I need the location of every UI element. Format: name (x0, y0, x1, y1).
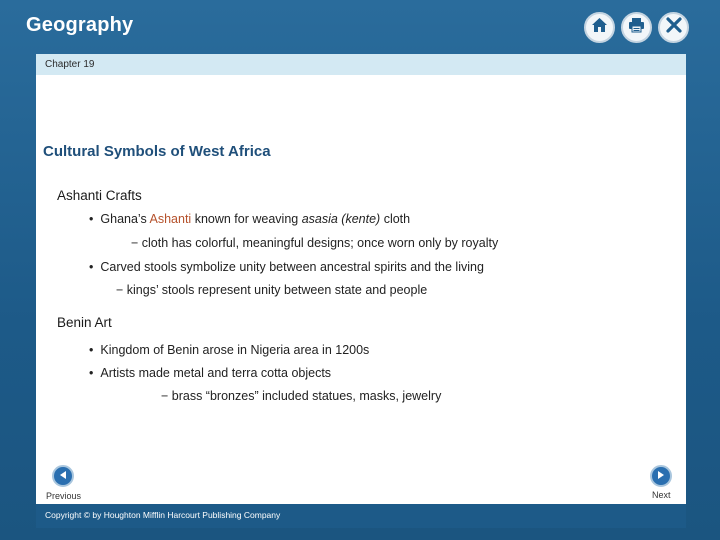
sub-bullet-cloth: − cloth has colorful, meaningful designs; once worn only by royalty (131, 236, 499, 250)
next-button[interactable] (650, 465, 672, 487)
app-title: Geography (26, 14, 134, 36)
previous-button[interactable] (52, 465, 74, 487)
section-heading-benin: Benin Art (57, 315, 112, 330)
bullet-dot: • (89, 260, 94, 274)
home-icon (591, 17, 608, 38)
bullet-text-post: cloth (380, 212, 411, 226)
print-icon (628, 17, 645, 38)
print-button[interactable] (621, 12, 652, 43)
bullet-kingdom-benin (89, 343, 369, 357)
section-heading-ashanti: Ashanti Crafts (57, 188, 142, 203)
close-icon (666, 17, 682, 38)
sub-bullet-kings-stools: − kings’ stools represent unity between state and people (116, 283, 428, 297)
arrow-right-icon (656, 467, 666, 485)
bullet-ashanti-weaving (89, 212, 410, 226)
bullet-carved-stools (89, 260, 484, 274)
slide-title: Cultural Symbols of West Africa (43, 143, 271, 160)
bullet-dot: • (89, 212, 94, 226)
bullet-text-pre: Ghana’s (100, 212, 150, 226)
sub-bullet-bronzes: − brass “bronzes” included statues, masks, jewelry (161, 389, 442, 403)
bullet-dot: • (89, 366, 94, 380)
chapter-bar (36, 54, 686, 75)
next-label[interactable]: Next (652, 490, 671, 500)
bullet-text: Kingdom of Benin arose in Nigeria area in 1200s (100, 343, 370, 357)
top-toolbar (584, 12, 689, 43)
footer-bar (36, 504, 686, 528)
bullet-text: Artists made metal and terra cotta objects (100, 366, 332, 380)
arrow-left-icon (58, 467, 68, 485)
home-button[interactable] (584, 12, 615, 43)
bullet-text: Carved stools symbolize unity between ancestral spirits and the living (100, 260, 484, 274)
bullet-text-italic: asasia (kente) (301, 212, 381, 226)
copyright-text: Copyright © by Houghton Mifflin Harcourt Publishing Company (45, 510, 281, 520)
slide-content (36, 75, 686, 504)
bullet-dot: • (89, 343, 94, 357)
bullet-text-mid: known for weaving (191, 212, 302, 226)
chapter-label: Chapter 19 (45, 59, 95, 70)
bullet-text-highlight: Ashanti (149, 212, 192, 226)
previous-label[interactable]: Previous (46, 491, 82, 501)
bullet-artists (89, 366, 331, 380)
close-button[interactable] (658, 12, 689, 43)
